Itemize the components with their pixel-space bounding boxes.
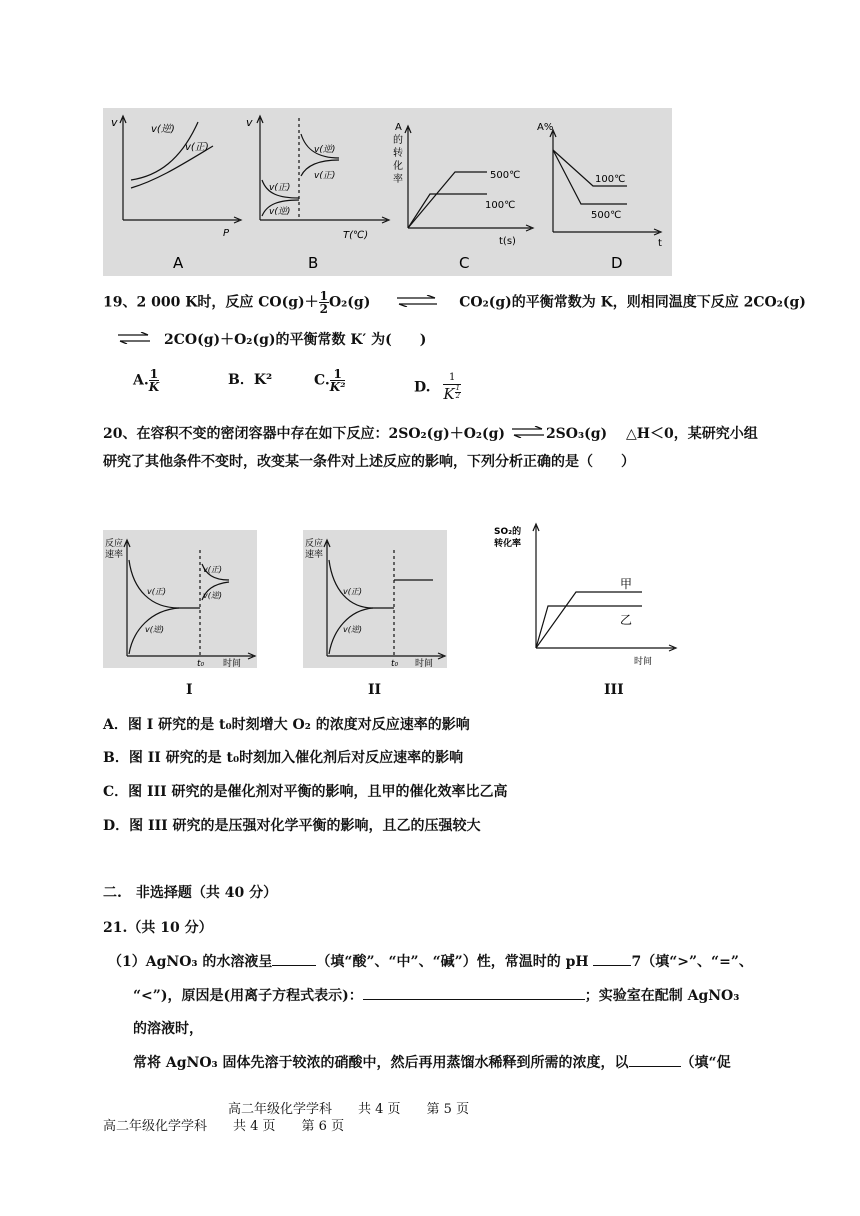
figure-ii-ylabel1: 反应: [305, 539, 324, 549]
q21-heading: 21.（共 10 分）: [103, 920, 213, 936]
equilibrium-arrow-icon: [512, 424, 544, 444]
graph-d-caption: D: [611, 254, 623, 272]
equilibrium-arrow-icon: [397, 293, 437, 313]
q19-option-a: A.: [133, 372, 149, 389]
figure-i-t0: t₀: [197, 659, 205, 668]
graph-d-label-hi: 100℃: [595, 174, 626, 185]
figure-iii-ylabel2: 转化率: [494, 539, 522, 549]
figure-iii-caption: III: [604, 682, 624, 698]
graph-a-caption: A: [173, 254, 184, 272]
q19-options-d: D. 1 K $\frac{1}{2}$: [414, 372, 461, 403]
graph-b-caption: B: [308, 254, 319, 272]
q20-line1b: 2SO₃(g) △H＜0，某研究小组: [545, 426, 758, 442]
graph-a-curve1: v(逆): [151, 124, 175, 135]
q19-prefix: 19、2 000 K时，反应 CO(g)＋: [103, 294, 319, 311]
figure-ii-vz: v(正): [343, 587, 362, 596]
footer-page-6: 高二年级化学学科 共 4 页 第 6 页: [103, 1119, 345, 1134]
svg-text:的: 的: [393, 135, 403, 146]
figure-i-ylabel2: 速率: [105, 550, 124, 560]
q19-mid: O₂(g): [328, 294, 371, 311]
graph-b-yaxis: v: [246, 116, 253, 129]
q19-tail: CO₂(g)的平衡常数为 K，则相同温度下反应 2CO₂(g): [459, 294, 806, 311]
figure-iii-yi: 乙: [620, 613, 633, 627]
graph-c-yaxis: [393, 122, 403, 185]
graph-b-xaxis: T(℃): [343, 230, 369, 241]
q19-half-fraction: $\frac{1}{2}$: [319, 289, 328, 316]
graph-b-label-up-bottom: v(正): [314, 171, 336, 181]
top-figure-strip: [103, 108, 672, 276]
top-figures-svg: [103, 108, 672, 276]
figure-iii-xlabel: 时间: [634, 657, 653, 667]
blank-2[interactable]: [593, 951, 631, 966]
figure-ii: [303, 530, 447, 668]
svg-text:转: 转: [393, 148, 403, 159]
blank-1[interactable]: [272, 951, 316, 966]
figure-i-vn: v(逆): [145, 625, 164, 634]
graph-c-xaxis: t(s): [499, 236, 516, 247]
figure-i-vz: v(正): [147, 587, 166, 596]
figure-ii-xlabel: 时间: [415, 659, 434, 668]
q19-option-d-frac: 1 K $\frac{1}{2}$: [443, 372, 461, 403]
option-a: A．图 I 研究的是 t₀时刻增大 O₂ 的浓度对反应速率的影响: [103, 717, 470, 733]
option-b: B．图 II 研究的是 t₀时刻加入催化剂后对反应速率的影响: [103, 750, 464, 766]
blank-4[interactable]: [629, 1052, 681, 1067]
graph-a: [120, 116, 241, 223]
figure-i-caption: I: [186, 682, 193, 698]
section-2-heading: 二. 非选择题（共 40 分）: [103, 885, 278, 901]
svg-text:化: 化: [393, 161, 403, 172]
graph-a-yaxis: v: [111, 116, 118, 129]
figure-ii-ylabel2: 速率: [305, 550, 324, 560]
q20-line1a: 20、在容积不变的密闭容器中存在如下反应：2SO₂(g)＋O₂(g): [103, 426, 506, 442]
figure-i-ylabel1: 反应: [105, 539, 124, 549]
q19-line2-text: 2CO(g)＋O₂(g)的平衡常数 K′ 为( ): [164, 332, 427, 348]
figure-i-xlabel: 时间: [223, 659, 242, 668]
footer-page-5: 高二年级化学学科 共 4 页 第 5 页: [228, 1102, 470, 1117]
figure-i-vn2: v(逆): [203, 591, 222, 600]
figure-iii: [492, 518, 682, 670]
q19-option-b: B．K²: [228, 372, 273, 388]
figure-i-vz2: v(正): [203, 565, 222, 574]
q19-line1: [103, 290, 806, 315]
equilibrium-arrow-icon: [118, 330, 150, 350]
option-c: C．图 III 研究的是催化剂对平衡的影响，且甲的催化效率比乙高: [103, 784, 508, 800]
figure-iii-jia: 甲: [620, 577, 633, 591]
graph-b-label-up-top: v(逆): [314, 145, 336, 155]
svg-text:率: 率: [393, 174, 403, 185]
q21-line3: 的溶液时，: [133, 1021, 203, 1037]
graph-b-label-low-bottom: v(逆): [269, 207, 291, 217]
q19-options: [133, 368, 159, 393]
q21-line1: （1）AgNO₃ 的水溶液呈 （填“酸”、“中”、“碱”）性，常温时的 pH 7（填“>”、“=”、: [108, 951, 753, 972]
q21-line2: “<”)，原因是(用离子方程式表示)： ；实验室在配制 AgNO₃: [133, 985, 739, 1006]
graph-c-caption: C: [459, 254, 470, 272]
figure-ii-t0: t₀: [391, 659, 399, 668]
graph-a-curve2: v(正): [185, 142, 209, 153]
figure-iii-ylabel1: SO₂的: [494, 527, 522, 537]
q20-line1: [103, 424, 758, 444]
q19-options-c: C. $\frac{1}{\text{K²}}$: [314, 367, 346, 394]
svg-text:A: A: [395, 122, 402, 133]
graph-a-xaxis: P: [223, 228, 230, 239]
figure-ii-vn: v(逆): [343, 625, 362, 634]
q21-line4: 常将 AgNO₃ 固体先溶于较浓的硝酸中，然后再用蒸馏水稀释到所需的浓度，以 （填“促: [133, 1052, 731, 1073]
figure-i: [103, 530, 257, 668]
figure-ii-caption: II: [368, 682, 382, 698]
graph-d-yaxis: A%: [537, 122, 554, 133]
graph-d-label-lo: 500℃: [591, 210, 622, 221]
graph-d-xaxis: t: [658, 238, 662, 249]
graph-c-label-hi: 500℃: [490, 170, 521, 181]
q20-line2: 研究了其他条件不变时，改变某一条件对上述反应的影响，下列分析正确的是（ ）: [103, 454, 635, 470]
option-d: D．图 III 研究的是压强对化学平衡的影响，且乙的压强较大: [103, 818, 481, 834]
q19-option-a-frac: $\frac{1}{K}$: [148, 367, 160, 394]
graph-c-label-lo: 100℃: [485, 200, 516, 211]
graph-b-label-low-top: v(正): [269, 183, 291, 193]
q19-line2: [118, 330, 426, 350]
blank-3[interactable]: [363, 985, 585, 1000]
q19-option-c-frac: $\frac{1}{\text{K²}}$: [329, 367, 346, 394]
